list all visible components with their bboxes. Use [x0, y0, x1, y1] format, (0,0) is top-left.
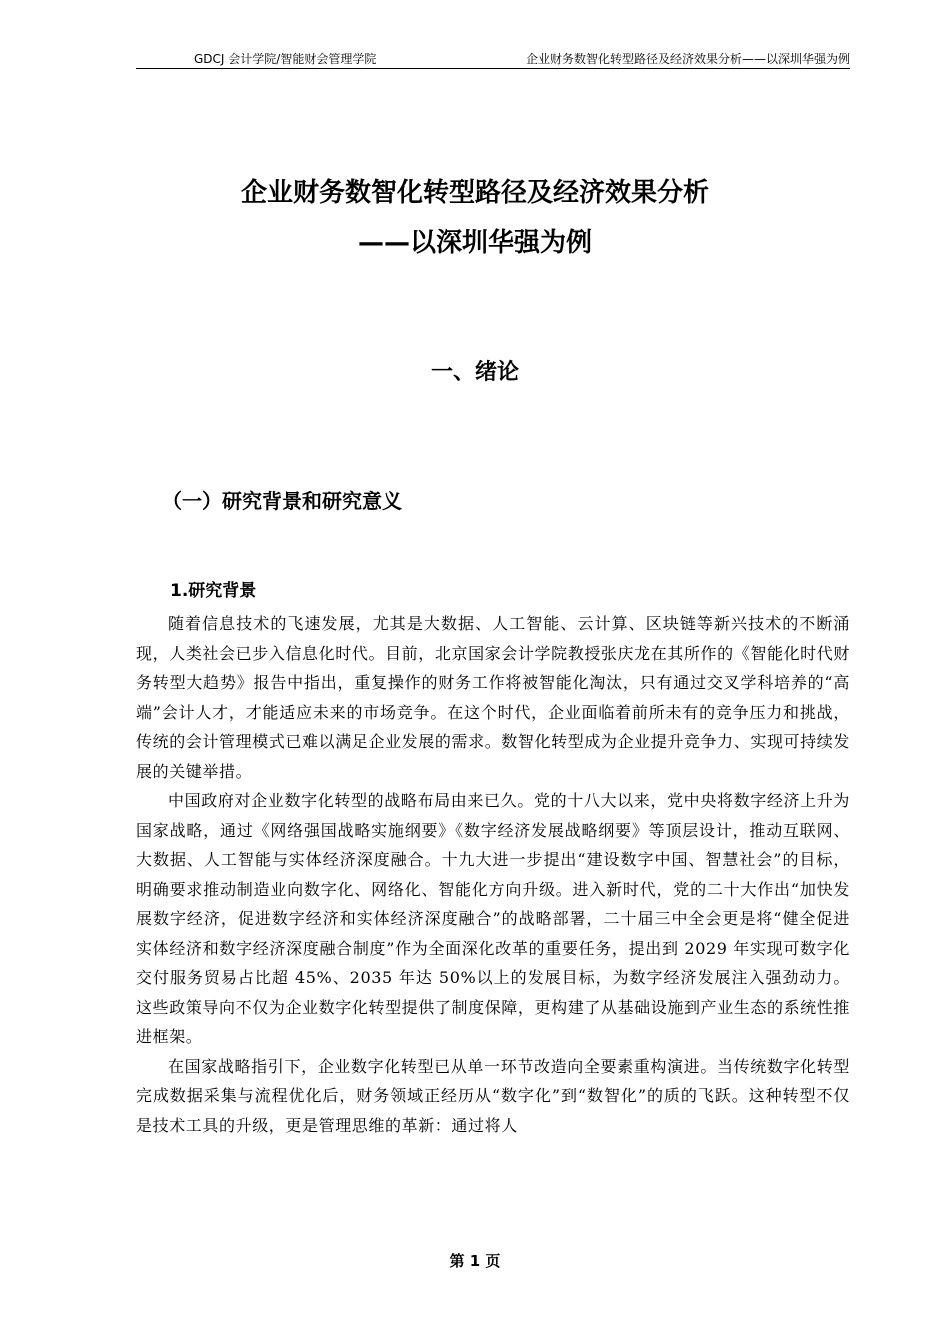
- body-text: [136, 609, 850, 1140]
- paragraph: 中国政府对企业数字化转型的战略布局由来已久。党的十八大以来，党中央将数字经济上升为国家战略，通过《网络强国战略实施纲要》《数字经济发展战略纲要》等顶层设计，推动互联网、大数据、人工智能与实体经济深度融合。十九大进一步提出“建设数字中国、智慧社会”的目标，明确要求推动制造业向数字化、网络化、智能化方向升级。进入新时代，党的二十大作出“加快发展数字经济，促进数字经济和实体经济深度融合”的战略部署，二十届三中全会更是将“健全促进实体经济和数字经济深度融合制度”作为全面深化改革的重要任务，提出到 2029 年实现可数字化交付服务贸易占比超 45%、2035 年达 50%以上的发展目标，为数字经济发展注入强劲动力。这些政策导向不仅为企业数字化转型提供了制度保障，更构建了从基础设施到产业生态的系统性推进框架。: [136, 791, 850, 1046]
- section-heading: （一）研究背景和研究意义: [162, 489, 402, 513]
- subsection-heading: 1.研究背景: [170, 581, 257, 601]
- paragraph: 在国家战略指引下，企业数字化转型已从单一环节改造向全要素重构演进。当传统数字化转型完成数据采集与流程优化后，财务领域正经历从“数字化”到“数智化”的质的飞跃。这种转型不仅是技术工具的升级，更是管理思维的革新：通过将人: [136, 1056, 850, 1135]
- paragraph: 随着信息技术的飞速发展，尤其是大数据、人工智能、云计算、区块链等新兴技术的不断涌现，人类社会已步入信息化时代。目前，北京国家会计学院教授张庆龙在其所作的《智能化时代财务转型大趋势》报告中指出，重复操作的财务工作将被智能化淘汰，只有通过交叉学科培养的“高端”会计人才，才能适应未来的市场竞争。在这个时代，企业面临着前所未有的竞争压力和挑战，传统的会计管理模式已难以满足企业发展的需求。数智化转型成为企业提升竞争力、实现可持续发展的关键举措。: [136, 614, 850, 781]
- header-paper-title: 企业财务数智化转型路径及经济效果分析——以深圳华强为例: [525, 52, 850, 66]
- paper-title: 企业财务数智化转型路径及经济效果分析: [240, 178, 709, 208]
- header-institution: GDCJ 会计学院/智能财会管理学院: [194, 52, 377, 66]
- page-number: 第 1 页: [449, 1252, 501, 1270]
- chapter-heading: 一、绪论: [430, 360, 519, 385]
- paper-subtitle: ——以深圳华强为例: [357, 228, 592, 258]
- running-header: [136, 50, 850, 69]
